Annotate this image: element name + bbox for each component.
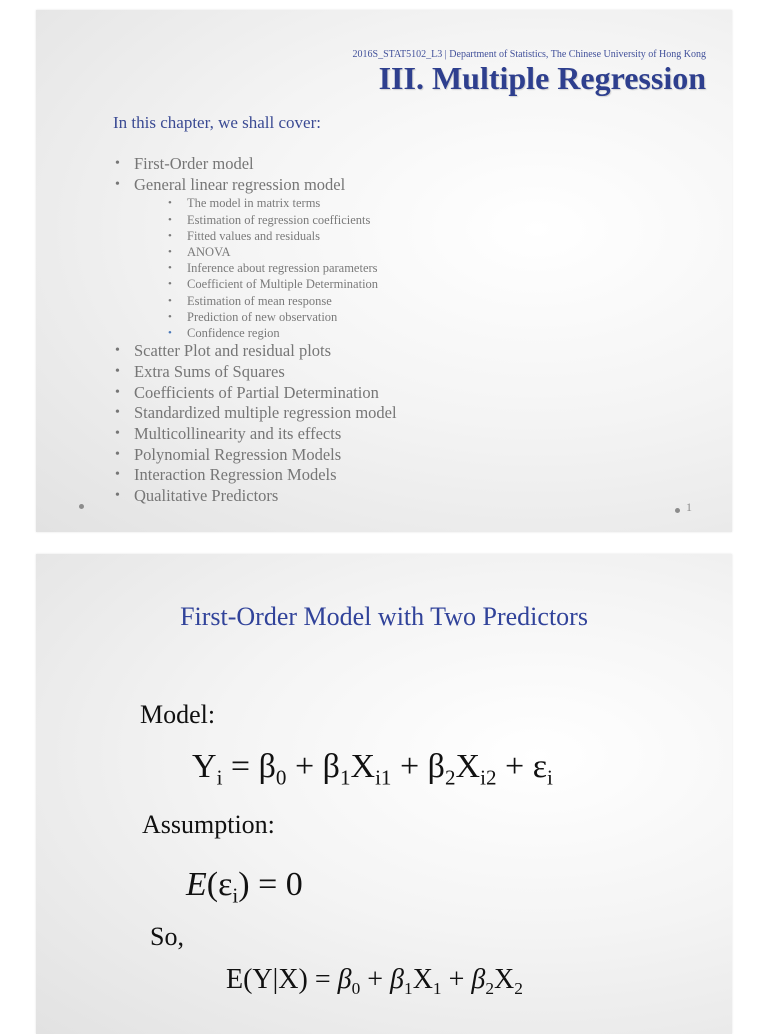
slide-1 [36,10,732,532]
eq-symbol: β [427,748,445,785]
eq-symbol: = [230,748,251,785]
sub-list-item [112,228,397,244]
bullet-icon: • [115,488,120,504]
eq-symbol: β [471,964,486,995]
bullet-icon: • [115,405,120,421]
eq-symbol: E(Y|X) [226,964,308,995]
sub-list-item-label: Fitted values and residuals [187,228,320,243]
sub-topic-list [112,195,397,341]
eq-symbol: β [337,964,352,995]
list-item-label: Coefficients of Partial Determination [134,382,379,402]
eq-symbol: 0 [285,866,303,903]
list-item-label: Extra Sums of Squares [134,361,285,381]
eq-subscript: i1 [375,765,392,790]
bullet-icon: • [115,363,120,379]
list-item-label: Polynomial Regression Models [134,444,342,464]
sub-list-item-label: The model in matrix terms [187,196,321,211]
assumption-label: Assumption: [142,810,275,839]
bullet-icon: • [168,246,172,259]
eq-subscript: 1 [404,979,413,999]
sub-list-item [112,195,397,211]
eq-symbol: + [505,748,525,785]
list-item [112,465,397,486]
list-item-label: General linear regression model [134,174,346,194]
bullet-icon: • [115,426,120,442]
bullet-icon: • [168,294,172,307]
list-item [112,341,397,362]
sub-list-item [112,244,397,260]
slide-corner-dot-icon [79,504,84,509]
slide-header-line: 2016S_STAT5102_L3 | Department of Statistics, The Chinese University of Hong Kong [352,49,706,60]
bullet-icon: • [168,310,172,323]
sub-list-item-label: Coefficient of Multiple Determination [187,277,379,292]
bullet-icon: • [168,213,172,226]
list-item [112,175,397,196]
list-item [112,486,397,507]
eq-symbol: β [322,748,340,785]
model-equation [192,748,553,790]
eq-symbol: ε [218,866,233,903]
sub-list-item-label: Estimation of regression coefficients [187,212,371,227]
eq-subscript: 0 [275,765,287,790]
eq-symbol: Y [192,748,217,785]
eq-symbol: + [367,964,384,995]
slide-corner-dot-icon [675,508,680,513]
eq-symbol: + [294,748,315,785]
eq-subscript: 2 [485,979,495,999]
sub-list-item [112,212,397,228]
eq-subscript: 1 [339,765,351,790]
bullet-icon: • [115,176,120,192]
bullet-icon: • [115,384,120,400]
eq-symbol: ε [532,748,547,785]
eq-subscript: i2 [480,765,497,790]
so-label: So, [150,922,184,951]
slide-title: III. Multiple Regression [378,60,706,96]
slide-title: First-Order Model with Two Predictors [180,602,588,631]
eq-symbol: ) [238,866,250,903]
sub-list-item-label: ANOVA [187,245,231,260]
eq-symbol: = [258,866,278,903]
sub-list-item [112,309,397,325]
eq-subscript: i [546,765,553,790]
mean-response-equation [226,964,523,999]
eq-symbol: E [186,866,207,903]
bullet-icon: • [168,229,172,242]
page-number: 1 [686,500,692,514]
sub-list-item-label: Prediction of new observation [187,309,338,324]
eq-subscript: 2 [514,979,523,999]
list-item [112,445,397,466]
bullet-icon: • [168,262,172,275]
sub-list-item-label: Confidence region [187,326,280,341]
bullet-icon: • [168,197,172,210]
eq-symbol: + [399,748,420,785]
bullet-icon: • [115,156,120,171]
bullet-icon: • [115,343,120,359]
assumption-equation [186,866,303,908]
list-item-label: Interaction Regression Models [134,465,337,485]
bullet-icon: • [115,467,120,483]
eq-symbol: X [494,964,515,995]
list-item [112,154,397,175]
eq-subscript: i [216,765,223,790]
list-item-label: First-Order model [134,154,254,173]
eq-symbol: X [350,748,376,785]
sub-list-item [112,260,397,276]
eq-symbol: X [412,964,433,995]
bullet-icon: • [168,278,172,291]
list-item-label: Multicollinearity and its effects [134,424,342,444]
eq-symbol: β [390,964,404,995]
sub-list-item [112,276,397,292]
list-item-label: Standardized multiple regression model [134,403,397,423]
bullet-icon: • [168,327,172,340]
eq-subscript: i [232,883,239,908]
sub-list-item-label: Inference about regression parameters [187,261,378,276]
bullet-icon: • [115,446,120,462]
eq-symbol: ( [206,866,219,903]
topic-list [112,154,397,507]
sub-list-item-label: Estimation of mean response [187,293,332,308]
list-item-label: Qualitative Predictors [134,486,279,506]
eq-subscript: 1 [432,979,442,999]
eq-symbol: = [314,964,331,995]
model-label: Model: [140,700,216,729]
eq-symbol: β [258,748,276,785]
sub-list-item [112,293,397,309]
eq-symbol: + [448,964,465,995]
list-item [112,362,397,383]
sub-list-item [112,325,397,341]
eq-symbol: X [455,748,481,785]
eq-subscript: 0 [351,979,361,999]
list-item-label: Scatter Plot and residual plots [134,341,332,361]
list-item [112,424,397,445]
slide-2 [36,554,732,1034]
intro-text: In this chapter, we shall cover: [113,113,321,132]
list-item [112,403,397,424]
eq-subscript: 2 [444,765,456,790]
list-item [112,383,397,404]
